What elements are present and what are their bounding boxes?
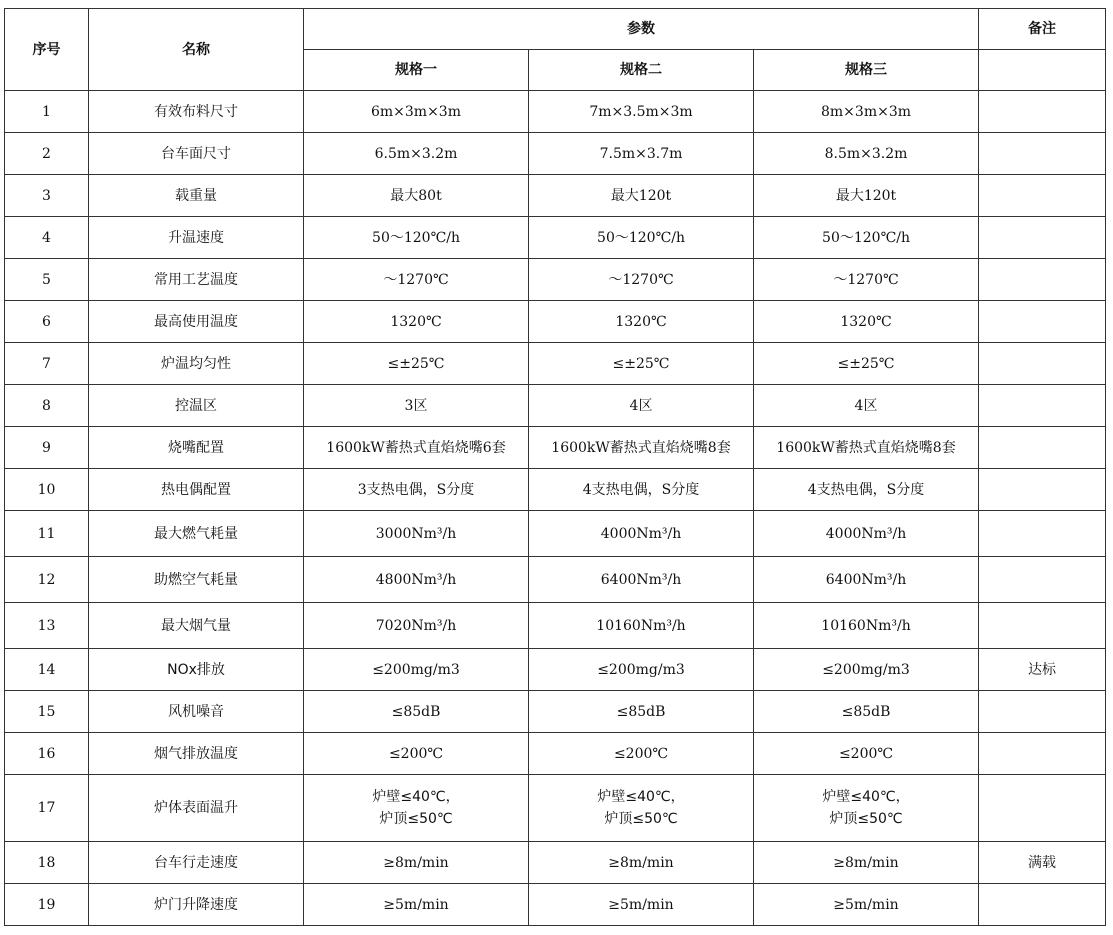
row-index: 1: [5, 91, 89, 133]
row-spec2: 4区: [529, 385, 754, 427]
row-spec2: ≥5m/min: [529, 884, 754, 926]
row-name: 升温速度: [89, 217, 304, 259]
row-spec2: 1320℃: [529, 301, 754, 343]
row-spec1: 6.5m×3.2m: [304, 133, 529, 175]
row-name: 助燃空气耗量: [89, 557, 304, 603]
row-spec2: ≥8m/min: [529, 842, 754, 884]
row-name: 最大烟气量: [89, 603, 304, 649]
spec-line: 炉壁≤40℃，: [597, 789, 685, 805]
spec-line: 炉顶≤50℃: [829, 811, 903, 827]
row-name: 载重量: [89, 175, 304, 217]
row-spec1: 50～120℃/h: [304, 217, 529, 259]
table-row: [5, 91, 1106, 133]
row-note: [979, 603, 1106, 649]
row-note: [979, 259, 1106, 301]
row-name: 最大燃气耗量: [89, 511, 304, 557]
table-row: [5, 175, 1106, 217]
row-note: 达标: [979, 649, 1106, 691]
row-spec2: 4支热电偶，S分度: [529, 469, 754, 511]
row-index: 7: [5, 343, 89, 385]
row-spec1: 6m×3m×3m: [304, 91, 529, 133]
row-spec1: ≤±25℃: [304, 343, 529, 385]
row-spec2: ≤200mg/m3: [529, 649, 754, 691]
spec-table: [4, 8, 1106, 926]
header-spec2: 规格二: [529, 50, 754, 91]
row-spec3: ～1270℃: [754, 259, 979, 301]
row-spec3: 1320℃: [754, 301, 979, 343]
row-name: 烧嘴配置: [89, 427, 304, 469]
row-spec2: 7m×3.5m×3m: [529, 91, 754, 133]
row-spec2: 7.5m×3.7m: [529, 133, 754, 175]
table-row: [5, 217, 1106, 259]
row-note: [979, 469, 1106, 511]
row-note: [979, 301, 1106, 343]
row-name: NOx排放: [89, 649, 304, 691]
row-index: 3: [5, 175, 89, 217]
row-spec1: 3区: [304, 385, 529, 427]
row-note: [979, 511, 1106, 557]
row-index: 6: [5, 301, 89, 343]
row-index: 19: [5, 884, 89, 926]
row-index: 9: [5, 427, 89, 469]
row-spec3: 8.5m×3.2m: [754, 133, 979, 175]
row-name: 炉门升降速度: [89, 884, 304, 926]
row-name: 最高使用温度: [89, 301, 304, 343]
row-note: [979, 884, 1106, 926]
table-row: [5, 691, 1106, 733]
row-index: 11: [5, 511, 89, 557]
row-spec3: ≤200℃: [754, 733, 979, 775]
row-spec1: 最大80t: [304, 175, 529, 217]
row-note: [979, 133, 1106, 175]
spec-line: 炉顶≤50℃: [379, 811, 453, 827]
row-index: 15: [5, 691, 89, 733]
row-spec2: 10160Nm³/h: [529, 603, 754, 649]
table-row: [5, 649, 1106, 691]
row-name: 热电偶配置: [89, 469, 304, 511]
spec-line: 炉壁≤40℃，: [822, 789, 910, 805]
row-spec1: 1600kW蓄热式直焰烧嘴6套: [304, 427, 529, 469]
spec-line: 炉顶≤50℃: [604, 811, 678, 827]
row-spec3: ≤200mg/m3: [754, 649, 979, 691]
row-name: 烟气排放温度: [89, 733, 304, 775]
row-spec1: ≤85dB: [304, 691, 529, 733]
table-row: [5, 427, 1106, 469]
row-spec3: [754, 775, 979, 842]
row-spec2: ≤200℃: [529, 733, 754, 775]
table-row: [5, 469, 1106, 511]
row-name: 炉温均匀性: [89, 343, 304, 385]
row-note: [979, 343, 1106, 385]
row-spec2: [529, 775, 754, 842]
row-note: [979, 175, 1106, 217]
table-row: [5, 259, 1106, 301]
table-row: [5, 775, 1106, 842]
row-note: [979, 691, 1106, 733]
table-row: [5, 133, 1106, 175]
header-note: 备注: [979, 9, 1106, 50]
row-spec1: 4800Nm³/h: [304, 557, 529, 603]
row-spec2: 4000Nm³/h: [529, 511, 754, 557]
row-spec3: 6400Nm³/h: [754, 557, 979, 603]
table-row: [5, 511, 1106, 557]
row-name: 炉体表面温升: [89, 775, 304, 842]
row-name: 控温区: [89, 385, 304, 427]
row-index: 16: [5, 733, 89, 775]
row-note: [979, 557, 1106, 603]
table-row: [5, 884, 1106, 926]
table-row: [5, 603, 1106, 649]
row-spec3: 4支热电偶，S分度: [754, 469, 979, 511]
row-spec1: 1320℃: [304, 301, 529, 343]
header-name: 名称: [89, 9, 304, 91]
table-row: [5, 301, 1106, 343]
row-spec3: ≥8m/min: [754, 842, 979, 884]
table-row: [5, 842, 1106, 884]
table-body: [5, 91, 1106, 926]
table-row: [5, 385, 1106, 427]
row-spec1: ≤200mg/m3: [304, 649, 529, 691]
row-spec1: ≥5m/min: [304, 884, 529, 926]
row-spec3: ≤85dB: [754, 691, 979, 733]
row-spec3: 50～120℃/h: [754, 217, 979, 259]
row-note: [979, 385, 1106, 427]
row-index: 5: [5, 259, 89, 301]
row-index: 14: [5, 649, 89, 691]
row-name: 台车面尺寸: [89, 133, 304, 175]
spec-line: 炉壁≤40℃，: [372, 789, 460, 805]
header-note-blank: [979, 50, 1106, 91]
row-note: [979, 91, 1106, 133]
row-spec2: ≤±25℃: [529, 343, 754, 385]
row-spec2: 6400Nm³/h: [529, 557, 754, 603]
row-spec3: 10160Nm³/h: [754, 603, 979, 649]
row-spec1: 3000Nm³/h: [304, 511, 529, 557]
table-row: [5, 343, 1106, 385]
row-index: 17: [5, 775, 89, 842]
row-name: 有效布料尺寸: [89, 91, 304, 133]
row-index: 2: [5, 133, 89, 175]
row-spec3: ≤±25℃: [754, 343, 979, 385]
row-spec3: 4000Nm³/h: [754, 511, 979, 557]
row-note: 满载: [979, 842, 1106, 884]
row-index: 8: [5, 385, 89, 427]
table-row: [5, 557, 1106, 603]
row-spec2: ≤85dB: [529, 691, 754, 733]
row-spec3: 1600kW蓄热式直焰烧嘴8套: [754, 427, 979, 469]
header-index: 序号: [5, 9, 89, 91]
row-spec1: 7020Nm³/h: [304, 603, 529, 649]
row-name: 风机噪音: [89, 691, 304, 733]
row-index: 10: [5, 469, 89, 511]
row-note: [979, 733, 1106, 775]
row-spec1: 3支热电偶，S分度: [304, 469, 529, 511]
row-note: [979, 427, 1106, 469]
row-spec3: 最大120t: [754, 175, 979, 217]
row-spec1: ≥8m/min: [304, 842, 529, 884]
row-spec2: 最大120t: [529, 175, 754, 217]
row-spec2: ～1270℃: [529, 259, 754, 301]
header-spec1: 规格一: [304, 50, 529, 91]
row-name: 台车行走速度: [89, 842, 304, 884]
row-spec1: ≤200℃: [304, 733, 529, 775]
row-spec3: 8m×3m×3m: [754, 91, 979, 133]
row-index: 12: [5, 557, 89, 603]
table-row: [5, 733, 1106, 775]
row-index: 13: [5, 603, 89, 649]
row-note: [979, 775, 1106, 842]
row-index: 18: [5, 842, 89, 884]
row-spec1: [304, 775, 529, 842]
row-spec2: 1600kW蓄热式直焰烧嘴8套: [529, 427, 754, 469]
row-name: 常用工艺温度: [89, 259, 304, 301]
header-params: 参数: [304, 9, 979, 50]
row-spec3: ≥5m/min: [754, 884, 979, 926]
row-spec1: ～1270℃: [304, 259, 529, 301]
row-spec2: 50～120℃/h: [529, 217, 754, 259]
row-spec3: 4区: [754, 385, 979, 427]
row-note: [979, 217, 1106, 259]
row-index: 4: [5, 217, 89, 259]
header-spec3: 规格三: [754, 50, 979, 91]
